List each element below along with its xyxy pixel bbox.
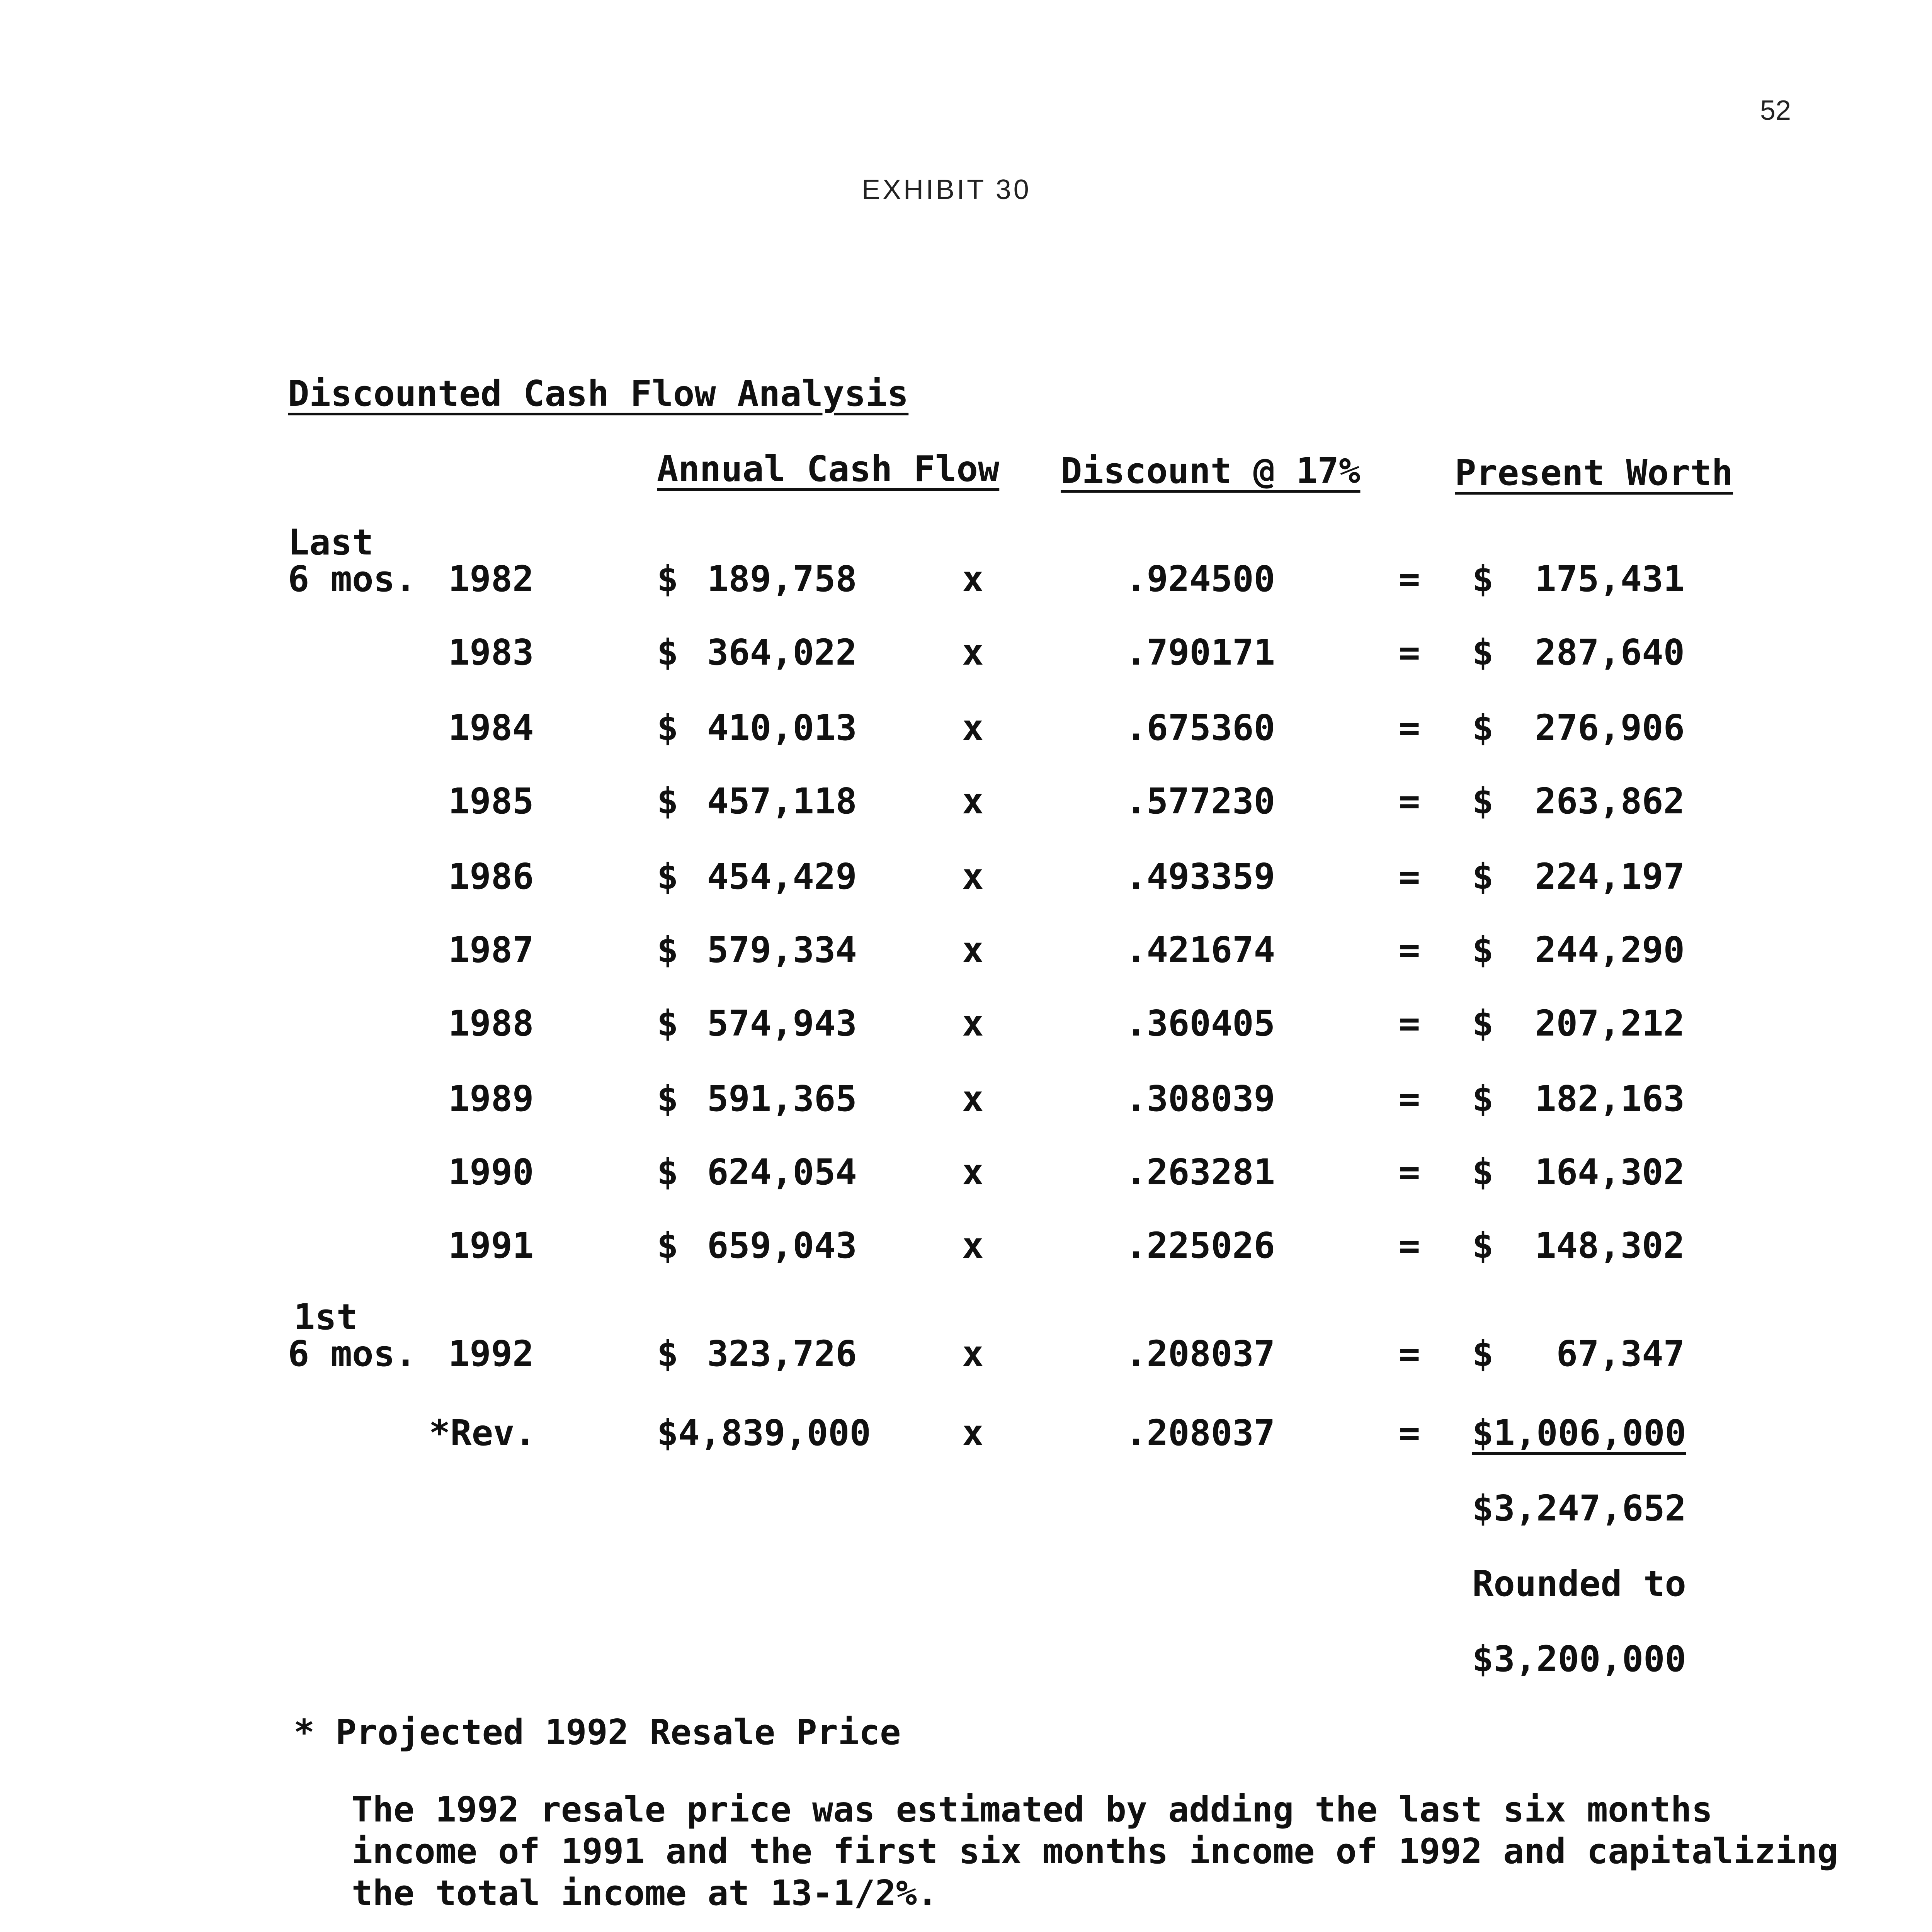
dollar-sign: $ [1472,1078,1494,1119]
row-discount-factor: .360405 [1125,1003,1275,1044]
column-header-present-worth: Present Worth [1455,452,1733,493]
row-year: 1983 [448,632,534,673]
times-sign: x [962,856,984,897]
equals-sign: = [1399,1003,1420,1044]
row-present-worth: 224,197 [1535,856,1685,897]
row-discount-factor: .577230 [1125,781,1275,822]
footnote-text-line-1: The 1992 resale price was estimated by adding the last six months [352,1789,1713,1830]
times-sign: x [962,1151,984,1193]
table-row [0,707,1932,753]
dollar-sign: $ [657,1225,679,1266]
page-number: 52 [1760,95,1791,126]
row-cash-flow: 410,013 [707,707,857,748]
dollar-sign: $ [1472,929,1494,971]
table-row [0,781,1932,827]
table-row [0,1225,1932,1271]
equals-sign: = [1399,1225,1420,1266]
row-year: 1988 [448,1003,534,1044]
equals-sign: = [1399,1151,1420,1193]
row-discount-factor: .924500 [1125,558,1275,600]
row-discount-factor: .675360 [1125,707,1275,748]
row-present-worth: 175,431 [1535,558,1685,600]
dollar-sign: $ [657,707,679,748]
row-year: 1985 [448,781,534,822]
period-label-last: Last [288,522,374,563]
dollar-sign: $ [1472,558,1494,600]
row-discount-factor: .225026 [1125,1225,1275,1266]
footnote-heading: * Projected 1992 Resale Price [294,1712,901,1753]
equals-sign: = [1399,1412,1420,1454]
row-present-worth: 164,302 [1535,1151,1685,1193]
row-discount-factor: .263281 [1125,1151,1275,1193]
dollar-sign: $ [657,1151,679,1193]
dollar-sign: $ [657,1333,679,1374]
dollar-sign: $ [657,632,679,673]
dollar-sign: $ [1472,1333,1494,1374]
table-row [0,1151,1932,1198]
row-discount-factor: .493359 [1125,856,1275,897]
reversion-row [0,1412,1932,1459]
row-year: 1986 [448,856,534,897]
row-year: 1989 [448,1078,534,1119]
period-label-first: 1st [294,1296,358,1338]
reversion-cash-flow: $4,839,000 [657,1412,871,1454]
row-cash-flow: 659,043 [707,1225,857,1266]
total-present-worth: $3,247,652 [1472,1488,1686,1529]
row-year: 1992 [448,1333,534,1374]
dollar-sign: $ [1472,856,1494,897]
row-year: 1990 [448,1151,534,1193]
row-present-worth: 287,640 [1535,632,1685,673]
row-cash-flow: 323,726 [707,1333,857,1374]
times-sign: x [962,1412,984,1454]
times-sign: x [962,632,984,673]
times-sign: x [962,1078,984,1119]
times-sign: x [962,781,984,822]
times-sign: x [962,707,984,748]
table-row [0,856,1932,902]
equals-sign: = [1399,1078,1420,1119]
dollar-sign: $ [657,1003,679,1044]
row-year: 1991 [448,1225,534,1266]
row-present-worth: 244,290 [1535,929,1685,971]
dollar-sign: $ [1472,707,1494,748]
dollar-sign: $ [1472,1151,1494,1193]
exhibit-title: EXHIBIT 30 [862,174,1031,205]
period-label-first-6-mos: 6 mos. [288,1333,417,1374]
rounded-value: $3,200,000 [1472,1638,1686,1680]
reversion-present-worth: $1,006,000 [1472,1412,1686,1454]
table-row [0,1078,1932,1124]
row-year: 1982 [448,558,534,600]
row-present-worth: 276,906 [1535,707,1685,748]
row-cash-flow: 574,943 [707,1003,857,1044]
dollar-sign: $ [657,558,679,600]
row-present-worth: 207,212 [1535,1003,1685,1044]
rounded-label: Rounded to [1472,1563,1686,1604]
row-cash-flow: 624,054 [707,1151,857,1193]
dollar-sign: $ [657,856,679,897]
table-row [0,632,1932,678]
reversion-label: *Rev. [429,1412,536,1454]
dollar-sign: $ [1472,781,1494,822]
table-row [0,1333,1932,1379]
column-header-annual-cash-flow: Annual Cash Flow [657,448,1000,490]
row-cash-flow: 591,365 [707,1078,857,1119]
row-year: 1984 [448,707,534,748]
row-discount-factor: .790171 [1125,632,1275,673]
row-present-worth: 263,862 [1535,781,1685,822]
dollar-sign: $ [657,1078,679,1119]
table-row [0,558,1932,605]
row-cash-flow: 189,758 [707,558,857,600]
row-year: 1987 [448,929,534,971]
equals-sign: = [1399,558,1420,600]
equals-sign: = [1399,707,1420,748]
dollar-sign: $ [657,781,679,822]
row-discount-factor: .208037 [1125,1333,1275,1374]
row-present-worth: 67,347 [1556,1333,1685,1374]
row-cash-flow: 457,118 [707,781,857,822]
reversion-discount-factor: .208037 [1125,1412,1275,1454]
table-row [0,929,1932,976]
footnote-text-line-3: the total income at 13-1/2%. [352,1873,938,1913]
equals-sign: = [1399,929,1420,971]
table-row [0,1003,1932,1049]
row-discount-factor: .421674 [1125,929,1275,971]
times-sign: x [962,929,984,971]
dollar-sign: $ [1472,1003,1494,1044]
row-cash-flow: 364,022 [707,632,857,673]
row-present-worth: 148,302 [1535,1225,1685,1266]
section-title [288,373,908,414]
times-sign: x [962,1333,984,1374]
row-present-worth: 182,163 [1535,1078,1685,1119]
equals-sign: = [1399,856,1420,897]
section-title-text: Discounted Cash Flow Analysis [288,373,909,414]
equals-sign: = [1399,781,1420,822]
dollar-sign: $ [1472,1225,1494,1266]
times-sign: x [962,1225,984,1266]
row-cash-flow: 454,429 [707,856,857,897]
dollar-sign: $ [657,929,679,971]
row-discount-factor: .308039 [1125,1078,1275,1119]
column-header-discount: Discount @ 17% [1061,450,1361,492]
times-sign: x [962,1003,984,1044]
period-label-last-6-mos: 6 mos. [288,558,417,600]
equals-sign: = [1399,632,1420,673]
equals-sign: = [1399,1333,1420,1374]
times-sign: x [962,558,984,600]
footnote-text-line-2: income of 1991 and the first six months income of 1992 and capitalizing [352,1831,1838,1872]
row-cash-flow: 579,334 [707,929,857,971]
dollar-sign: $ [1472,632,1494,673]
